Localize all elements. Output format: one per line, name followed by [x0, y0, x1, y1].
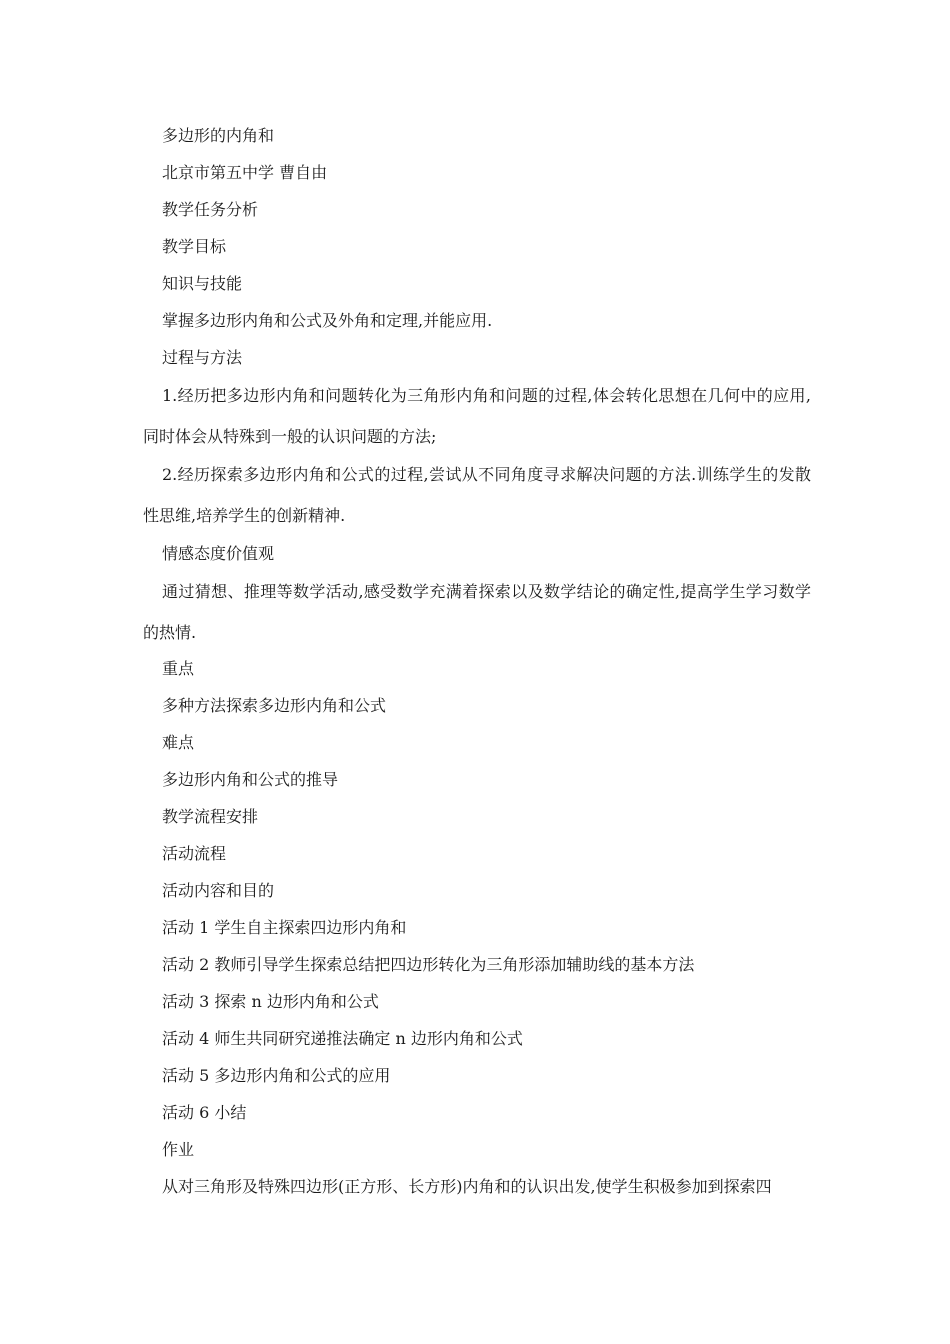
section-heading: 过程与方法 — [162, 348, 243, 367]
body-paragraph: 2.经历探索多边形内角和公式的过程,尝试从不同角度寻求解决问题的方法.训练学生的发散性思维,培养学生的创新精神. — [143, 465, 811, 525]
section-heading: 作业 — [162, 1140, 195, 1159]
section-heading: 知识与技能 — [162, 274, 243, 293]
section-heading: 教学目标 — [162, 237, 227, 256]
section-heading: 情感态度价值观 — [162, 544, 275, 563]
activity-item: 活动 6 小结 — [162, 1103, 247, 1122]
body-paragraph: 1.经历把多边形内角和问题转化为三角形内角和问题的过程,体会转化思想在几何中的应用,同时体会从特殊到一般的认识问题的方法; — [143, 386, 811, 446]
body-paragraph: 多边形内角和公式的推导 — [162, 770, 339, 789]
activity-item: 活动 3 探索 n 边形内角和公式 — [162, 992, 379, 1011]
body-paragraph: 掌握多边形内角和公式及外角和定理,并能应用. — [162, 311, 493, 330]
section-heading: 重点 — [162, 659, 195, 678]
activity-item: 活动 4 师生共同研究递推法确定 n 边形内角和公式 — [162, 1029, 523, 1048]
activity-item: 活动 2 教师引导学生探索总结把四边形转化为三角形添加辅助线的基本方法 — [162, 955, 695, 974]
section-heading: 教学流程安排 — [162, 807, 259, 826]
activity-item: 活动 5 多边形内角和公式的应用 — [162, 1066, 391, 1085]
author-line: 北京市第五中学 曹自由 — [162, 163, 328, 182]
body-paragraph: 通过猜想、推理等数学活动,感受数学充满着探索以及数学结论的确定性,提高学生学习数学的热情. — [143, 582, 811, 642]
document-title: 多边形的内角和 — [162, 126, 275, 145]
table-cell: 活动内容和目的 — [162, 881, 275, 900]
section-heading: 难点 — [162, 733, 195, 752]
body-paragraph: 从对三角形及特殊四边形(正方形、长方形)内角和的认识出发,使学生积极参加到探索四 — [162, 1177, 772, 1196]
section-heading: 教学任务分析 — [162, 200, 259, 219]
activity-item: 活动 1 学生自主探索四边形内角和 — [162, 918, 407, 937]
table-cell: 活动流程 — [162, 844, 227, 863]
body-paragraph: 多种方法探索多边形内角和公式 — [162, 696, 387, 715]
